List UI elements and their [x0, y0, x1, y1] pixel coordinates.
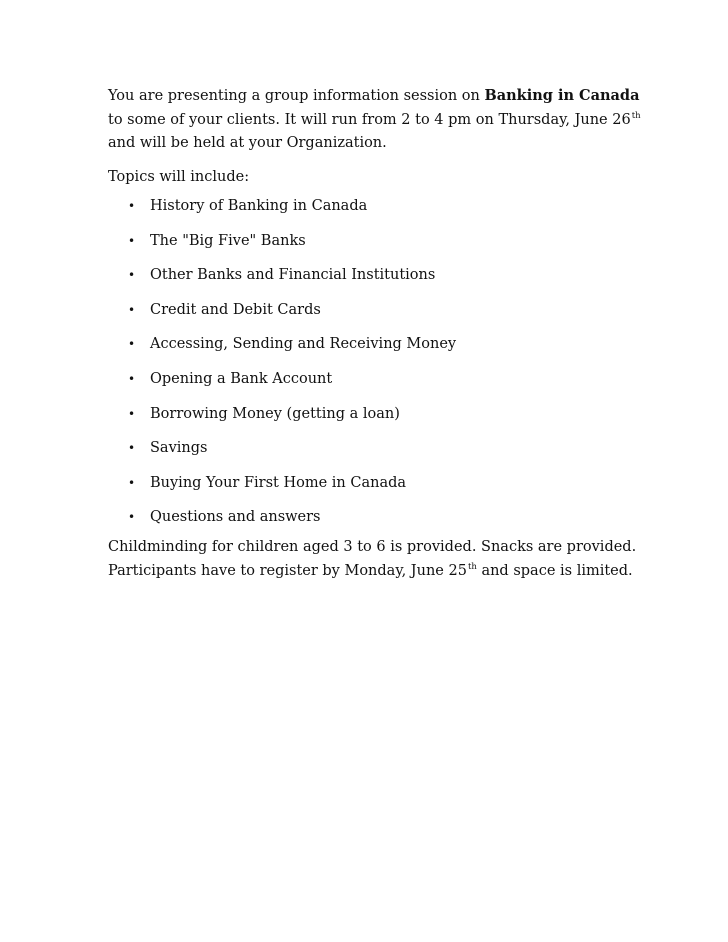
closing-line-2 [108, 560, 668, 584]
topic-label: Borrowing Money (getting a loan) [150, 405, 400, 422]
topic-label: The "Big Five" Banks [150, 232, 306, 249]
ordinal-suffix: th [631, 110, 641, 121]
topics-list [108, 195, 668, 532]
bullet-icon: • [128, 510, 136, 525]
intro-line-2 [108, 109, 668, 133]
intro-text: to some of your clients. It will run from 2 to 4 pm on Thursday, June 26 [108, 111, 631, 128]
bullet-icon: • [128, 302, 136, 317]
topics-heading: Topics will include: [108, 168, 250, 185]
bullet-icon: • [128, 441, 136, 456]
list-item [108, 333, 668, 368]
document-body [108, 84, 668, 583]
list-item [108, 403, 668, 438]
closing-paragraph [108, 536, 668, 583]
closing-text: and space is limited. [476, 562, 633, 579]
intro-text: You are presenting a group information session on [108, 88, 485, 104]
list-item [108, 472, 668, 507]
bullet-icon: • [128, 406, 136, 421]
bullet-icon: • [128, 371, 136, 386]
list-item [108, 230, 668, 265]
bullet-icon: • [128, 199, 136, 213]
list-item [108, 195, 668, 230]
list-item [108, 368, 668, 403]
session-title: Banking in Canada [484, 87, 640, 104]
intro-paragraph [108, 84, 668, 156]
topic-label: History of Banking in Canada [150, 198, 368, 214]
intro-line-3: and will be held at your Organization. [108, 135, 387, 151]
list-item [108, 299, 668, 334]
list-item [108, 437, 668, 472]
closing-text: Participants have to register by Monday, June 25 [108, 562, 467, 579]
bullet-icon: • [128, 475, 136, 490]
topic-label: Questions and answers [150, 509, 321, 526]
bullet-icon: • [128, 233, 136, 248]
ordinal-suffix: th [467, 562, 477, 573]
bullet-icon: • [128, 268, 136, 283]
topic-label: Other Banks and Financial Institutions [150, 267, 436, 284]
list-item [108, 506, 668, 532]
closing-line-1: Childminding for children aged 3 to 6 is provided. Snacks are provided. [108, 539, 637, 556]
topic-label: Accessing, Sending and Receiving Money [150, 336, 457, 353]
list-item [108, 264, 668, 299]
intro-line-1 [108, 84, 668, 109]
bullet-icon: • [128, 337, 136, 352]
topic-label: Buying Your First Home in Canada [150, 474, 407, 491]
topic-label: Savings [150, 440, 208, 457]
topic-label: Credit and Debit Cards [150, 301, 321, 318]
topic-label: Opening a Bank Account [150, 370, 333, 387]
